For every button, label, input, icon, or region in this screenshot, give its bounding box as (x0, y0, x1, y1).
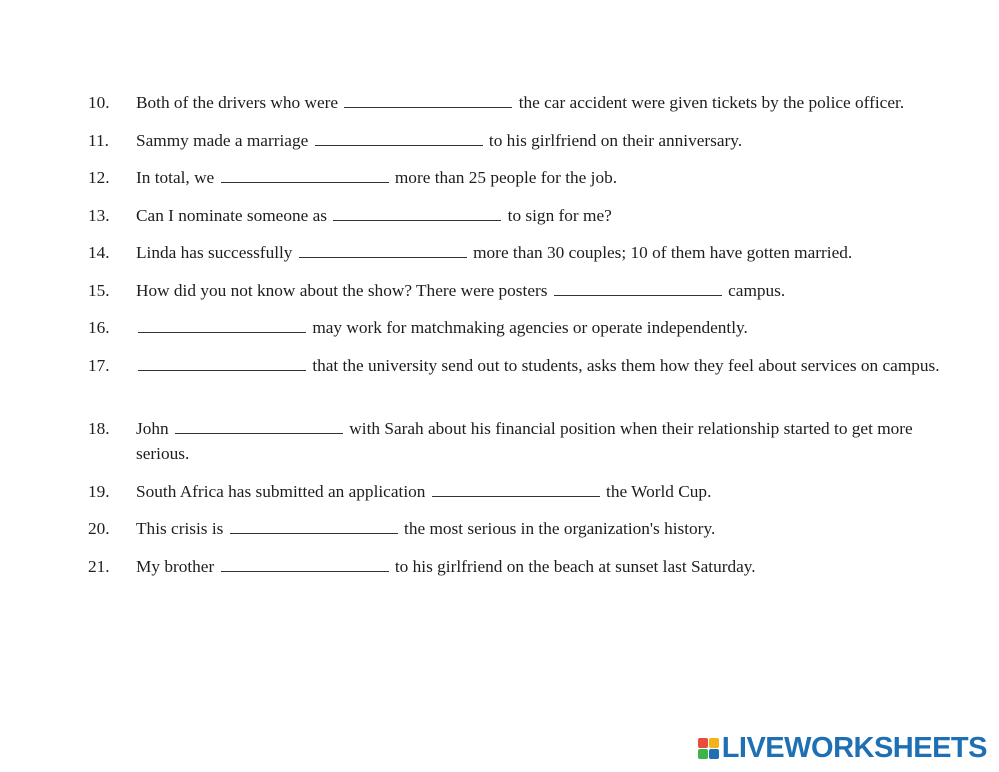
question-text-after: that the university send out to students, asks them how they feel about services on campus. (308, 356, 940, 375)
question-number: 14. (88, 243, 110, 262)
question-text-after: the World Cup. (601, 482, 712, 501)
question-number: 18. (88, 419, 110, 438)
logo-square-blue (709, 749, 719, 759)
question-text (136, 278, 968, 303)
answer-blank[interactable] (221, 557, 389, 572)
answer-blank[interactable] (554, 281, 722, 296)
question-text (136, 128, 968, 153)
question-17 (88, 353, 968, 378)
question-text-before: Both of the drivers who were (136, 93, 343, 112)
question-10 (88, 90, 968, 115)
question-number: 19. (88, 482, 110, 501)
question-text-before: Can I nominate someone as (136, 206, 332, 225)
question-text-before: My brother (136, 557, 219, 576)
question-text-before: John (136, 419, 173, 438)
question-12 (88, 165, 968, 190)
question-number: 13. (88, 206, 110, 225)
answer-blank[interactable] (175, 419, 343, 434)
answer-blank[interactable] (315, 131, 483, 146)
question-text-before: Sammy made a marriage (136, 131, 313, 150)
question-18 (88, 416, 968, 466)
question-text-after: more than 25 people for the job. (390, 168, 618, 187)
question-text (136, 479, 968, 504)
liveworksheets-logo-icon (698, 738, 719, 759)
question-text-after: to his girlfriend on the beach at sunset last Saturday. (390, 557, 756, 576)
question-text (136, 240, 968, 265)
answer-blank[interactable] (230, 519, 398, 534)
question-number: 11. (88, 131, 109, 150)
answer-blank[interactable] (221, 168, 389, 183)
answer-blank[interactable] (432, 482, 600, 497)
question-number: 17. (88, 356, 110, 375)
question-text-after: with Sarah about his financial position when their relationship started to get more serious. (136, 419, 918, 463)
question-text-after: may work for matchmaking agencies or operate independently. (308, 318, 748, 337)
answer-blank[interactable] (299, 243, 467, 258)
question-text-after: the car accident were given tickets by the police officer. (514, 93, 905, 112)
question-21 (88, 554, 968, 579)
question-text-before: This crisis is (136, 519, 228, 538)
question-11 (88, 128, 968, 153)
question-20 (88, 516, 968, 541)
question-number: 10. (88, 93, 110, 112)
question-text-before: In total, we (136, 168, 219, 187)
question-number: 16. (88, 318, 110, 337)
logo-text: LIVEWORKSHEETS (721, 731, 987, 764)
question-text (136, 516, 968, 541)
question-text-before: South Africa has submitted an application (136, 482, 430, 501)
question-text (136, 416, 968, 466)
question-text (136, 554, 968, 579)
logo-square-red (698, 738, 708, 748)
question-15 (88, 278, 968, 303)
question-16 (88, 315, 968, 340)
question-13 (88, 203, 968, 228)
question-text-after: more than 30 couples; 10 of them have gotten married. (468, 243, 853, 262)
question-19 (88, 479, 968, 504)
question-text-before: Linda has successfully (136, 243, 297, 262)
question-number: 15. (88, 281, 110, 300)
question-text-after: to his girlfriend on their anniversary. (484, 131, 743, 150)
answer-blank[interactable] (333, 206, 501, 221)
answer-blank[interactable] (138, 356, 306, 371)
question-text (136, 90, 968, 115)
question-text-after: campus. (723, 281, 786, 300)
question-text (136, 203, 968, 228)
question-text-before: How did you not know about the show? There were posters (136, 281, 552, 300)
logo-square-yellow (709, 738, 719, 748)
logo-square-green (698, 749, 708, 759)
liveworksheets-logo (698, 732, 987, 764)
answer-blank[interactable] (138, 318, 306, 333)
question-number: 20. (88, 519, 110, 538)
question-text-after: the most serious in the organization's history. (399, 519, 716, 538)
question-number: 21. (88, 557, 110, 576)
question-number: 12. (88, 168, 110, 187)
question-14 (88, 240, 968, 265)
question-text (136, 165, 968, 190)
question-text-after: to sign for me? (503, 206, 612, 225)
answer-blank[interactable] (344, 93, 512, 108)
question-text (136, 353, 968, 378)
question-text (136, 315, 968, 340)
